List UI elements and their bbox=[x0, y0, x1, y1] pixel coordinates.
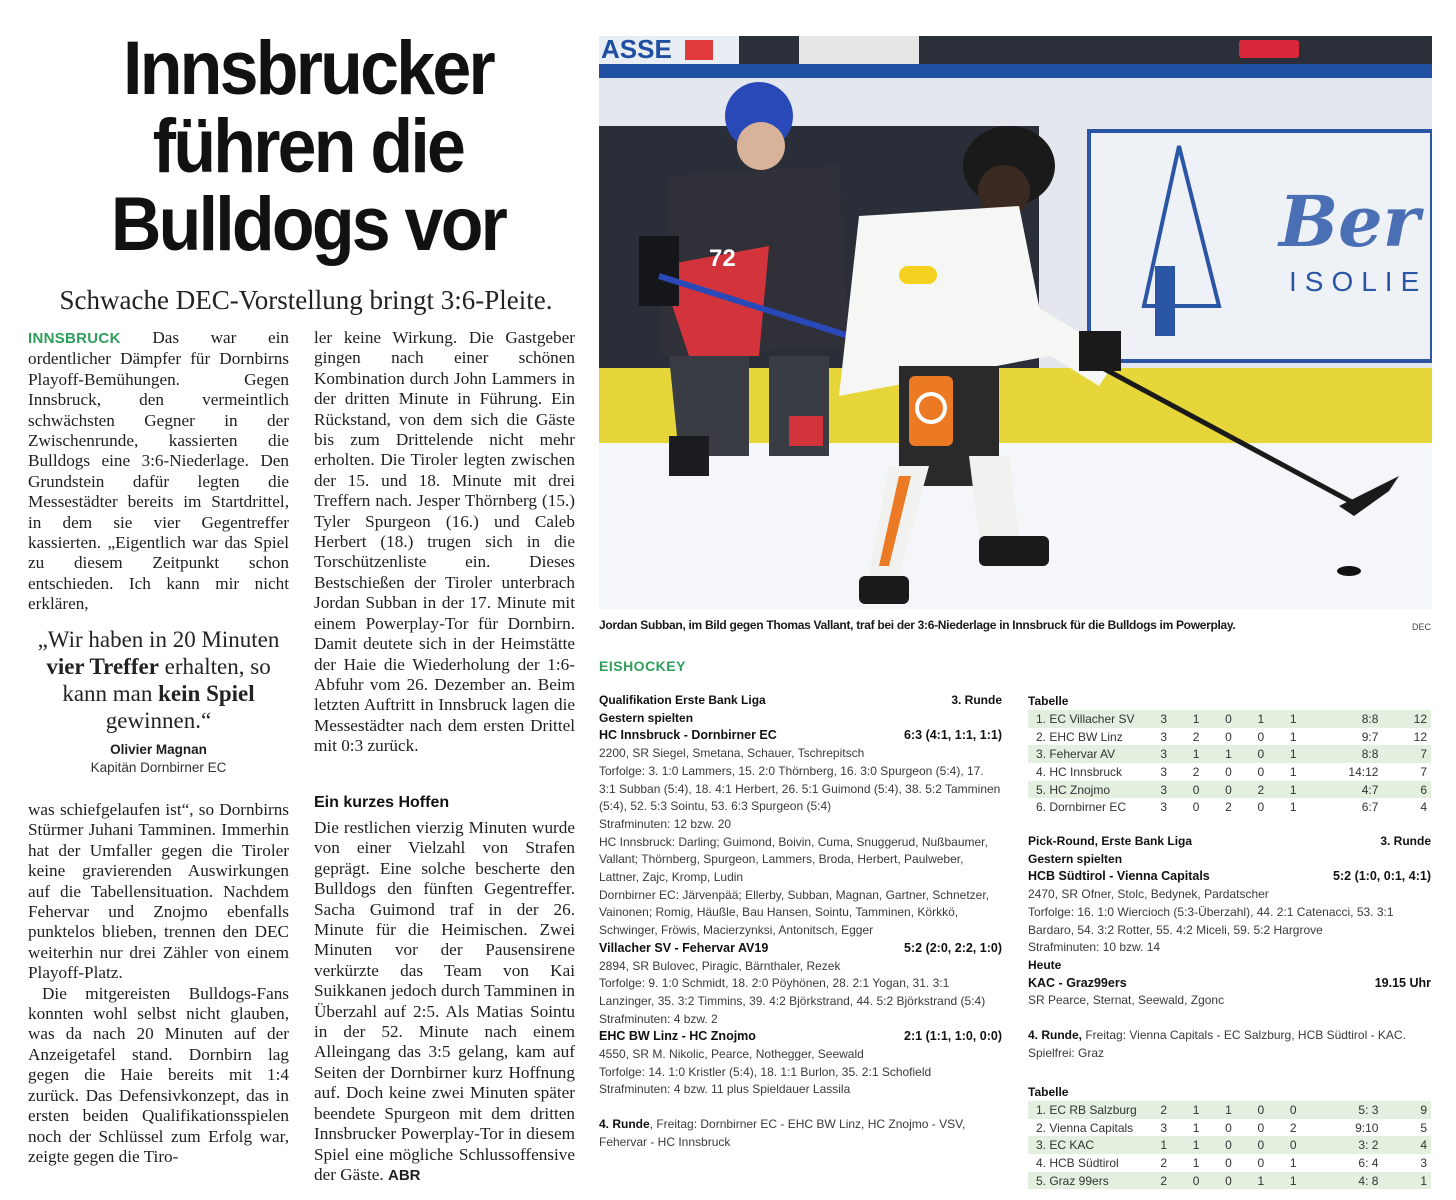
game-detail: Torfolge: 3. 1:0 Lammers, 15. 2:0 Thörnberg, 16. 3:0 Spurgeon (5:4), 17. 3:1 Subban (5:4), 18. 4:1 Herbert, 26. 5:1 Guimond (5:4), 38. 5:2 Tamminen (5:4), 52. 5:3 Sointu, 53. 6:3 Spurgeon (5:4) bbox=[599, 763, 1001, 814]
cell-pts: 5 bbox=[1420, 1120, 1427, 1135]
cell-gp: 3 bbox=[1160, 800, 1167, 815]
cell-w: 0 bbox=[1192, 800, 1200, 815]
league-header bbox=[599, 692, 1002, 710]
game-detail: Strafminuten: 4 bzw. 11 plus Spieldauer Lassila bbox=[599, 1082, 851, 1097]
cell-otl: 0 bbox=[1257, 729, 1265, 744]
game-time: 19.15 Uhr bbox=[1374, 975, 1431, 990]
game-teams: EHC BW Linz - HC Znojmo bbox=[599, 1029, 756, 1044]
headline-line: führen die bbox=[152, 104, 464, 189]
cell-goals: 3: 2 bbox=[1309, 1136, 1390, 1154]
jersey-number: 72 bbox=[709, 245, 736, 272]
game-detail: SR Pearce, Sternat, Seewald, Zgonc bbox=[1028, 993, 1225, 1008]
cell-otl: 1 bbox=[1245, 1172, 1277, 1190]
cell-otw: 0 bbox=[1212, 1136, 1244, 1154]
headline bbox=[50, 26, 565, 267]
cell-goals: 6:7 bbox=[1361, 800, 1379, 815]
article-column-1-bottom bbox=[28, 800, 289, 1167]
headline-line: Innsbrucker bbox=[123, 26, 493, 111]
qualification-standings bbox=[1028, 692, 1431, 816]
section-label: EISHOCKEY bbox=[599, 658, 686, 674]
article-column-2-bottom bbox=[314, 818, 575, 1186]
table-row bbox=[1028, 781, 1431, 799]
cell-goals: 4: 8 bbox=[1309, 1172, 1390, 1190]
game-detail: 2470, SR Ofner, Stolc, Bedynek, Pardatscher bbox=[1028, 887, 1269, 902]
cell-goals: 14:12 bbox=[1348, 764, 1379, 779]
cell-goals: 5: 3 bbox=[1309, 1101, 1390, 1119]
table-row bbox=[1028, 728, 1431, 746]
quote-text: erhalten, so kann man bbox=[62, 654, 271, 706]
game-score: 5:2 (1:0, 0:1, 4:1) bbox=[1333, 869, 1431, 884]
game-score: 5:2 (2:0, 2:2, 1:0) bbox=[904, 940, 1002, 955]
cell-team: 2. EHC BW Linz bbox=[1036, 729, 1123, 744]
game-result bbox=[599, 1028, 1002, 1099]
next-round-label: 4. Runde, bbox=[1028, 1028, 1083, 1043]
game-detail: Strafminuten: 10 bzw. 14 bbox=[1028, 940, 1161, 955]
cell-otw: 0 bbox=[1225, 729, 1232, 744]
cell-l: 1 bbox=[1277, 1172, 1309, 1190]
board-ad-subtext: ISOLIE bbox=[1289, 266, 1428, 297]
game-detail: Strafminuten: 4 bzw. 2 bbox=[599, 1011, 718, 1026]
cell-gp: 3 bbox=[1160, 1120, 1167, 1135]
game-result bbox=[599, 727, 1002, 939]
cell-team: 1. EC Villacher SV bbox=[1028, 710, 1147, 728]
cell-pts: 4 bbox=[1390, 1136, 1431, 1154]
game-score: 6:3 (4:1, 1:1, 1:1) bbox=[904, 728, 1002, 743]
round-label: 3. Runde bbox=[951, 693, 1002, 707]
cell-pts: 7 bbox=[1390, 745, 1431, 763]
table-row bbox=[1028, 1119, 1431, 1137]
cell-otl: 1 bbox=[1245, 710, 1277, 728]
cell-gp: 1 bbox=[1147, 1136, 1179, 1154]
next-round-label: 4. Runde bbox=[599, 1117, 650, 1132]
cell-team: 5. Graz 99ers bbox=[1028, 1172, 1147, 1190]
cell-team: 6. Dornbirner EC bbox=[1036, 800, 1127, 815]
body-paragraph: Die mitgereisten Bulldogs-Fans konnten wohl selbst nicht glauben, was da nach 20 Minuten auf der Anzeigetafel stand. Dornbirn lag gegen die Haie bereits mit 1:4 zurück. Das Defensivkonzept, das in ersten beiden Qualifikationsspielen noch der Schlüssel zum Erfolg war, zeigte gegen die Tiro- bbox=[28, 983, 289, 1166]
cell-team: 4. HC Innsbruck bbox=[1036, 764, 1123, 779]
next-round bbox=[1028, 1027, 1431, 1045]
game-detail: Strafminuten: 12 bzw. 20 bbox=[599, 816, 732, 831]
cell-goals: 8:8 bbox=[1309, 710, 1390, 728]
quote-text: „Wir haben in 20 Minuten bbox=[37, 627, 280, 652]
played-label: Gestern spielten bbox=[1028, 851, 1123, 866]
league-title: Pick-Round, Erste Bank Liga bbox=[1028, 834, 1193, 848]
league-title: Qualifikation Erste Bank Liga bbox=[599, 693, 766, 707]
cell-otw: 0 bbox=[1212, 1172, 1244, 1190]
table-row bbox=[1028, 710, 1431, 728]
next-round-text: Freitag: Vienna Capitals - EC Salzburg, HCB Südtirol - KAC. bbox=[1082, 1028, 1406, 1043]
cell-l: 1 bbox=[1277, 710, 1309, 728]
cell-gp: 2 bbox=[1160, 1155, 1167, 1170]
qualification-results bbox=[599, 692, 1002, 1152]
cell-otw: 0 bbox=[1225, 1120, 1232, 1135]
body-paragraph: Die restlichen vierzig Minuten wurde von einer Vielzahl von Strafen geprägt. Eine solche bescherte den Bulldogs den fünften Gegentreffer. Sacha Guimond traf in der 26. Minute für die Heimischen. Zwei Minuten vor der Pausensirene verkürzte das Team von Kai Suikkanen jedoch durch Tamminen in Überzahl auf 2:5. Als Matias Sointu in der 52. Minute nach einem Alleingang das 3:5 gelang, kam auf Seiten der Dornbirner kurz Hoffnung auf. Doch keine zwei Minuten später beendete Spurgeon mit dem dritten Innsbrucker Powerplay-Tor in diesem Spiel eine mögliche Schlussoffensive der Gäste. bbox=[314, 818, 576, 1184]
quote-text: gewinnen.“ bbox=[105, 708, 212, 733]
subheadline: Schwache DEC-Vorstellung bringt 3:6-Pleite. bbox=[59, 285, 553, 315]
game-result bbox=[599, 940, 1002, 1029]
pull-quote bbox=[28, 626, 289, 734]
cell-otw: 1 bbox=[1212, 745, 1244, 763]
table-row bbox=[1028, 798, 1431, 816]
cell-pts: 7 bbox=[1420, 764, 1427, 779]
game-detail: 4550, SR M. Nikolic, Pearce, Nothegger, Seewald bbox=[599, 1047, 864, 1062]
cell-gp: 3 bbox=[1160, 729, 1167, 744]
cell-l: 1 bbox=[1289, 1155, 1297, 1170]
hockey-photo bbox=[599, 36, 1432, 609]
cell-gp: 3 bbox=[1160, 764, 1167, 779]
today-label: Heute bbox=[1028, 957, 1062, 972]
cell-pts: 3 bbox=[1420, 1155, 1427, 1170]
cell-gp: 3 bbox=[1147, 745, 1179, 763]
cell-otw: 2 bbox=[1225, 800, 1232, 815]
cell-otl: 2 bbox=[1245, 781, 1277, 799]
quote-author: Olivier Magnan bbox=[110, 742, 207, 757]
cell-w: 1 bbox=[1180, 745, 1212, 763]
cell-gp: 2 bbox=[1147, 1172, 1179, 1190]
game-detail: Dornbirner EC: Järvenpää; Ellerby, Subban, Magnan, Gartner, Schnetzer, Vainonen; Romig, Häußle, Bau Hansen, Sointu, Tamminen, Körkkö, Schwinger, Fröwis, Macierzynksi, Antonitsch, Egger bbox=[599, 887, 989, 938]
cell-team: 3. EC KAC bbox=[1028, 1136, 1147, 1154]
cell-goals: 9:10 bbox=[1355, 1120, 1379, 1135]
cell-otw: 0 bbox=[1212, 781, 1244, 799]
quote-emphasis: vier Treffer bbox=[46, 654, 159, 679]
league-header bbox=[1028, 833, 1431, 851]
cell-pts: 12 bbox=[1390, 710, 1431, 728]
cell-w: 0 bbox=[1180, 1172, 1212, 1190]
game-teams: HCB Südtirol - Vienna Capitals bbox=[1028, 869, 1210, 884]
game-teams: HC Innsbruck - Dornbirner EC bbox=[599, 728, 777, 743]
cell-l: 2 bbox=[1289, 1120, 1297, 1135]
table-row bbox=[1028, 763, 1431, 781]
photo-caption: Jordan Subban, im Bild gegen Thomas Vallant, traf bei der 3:6-Niederlage in Innsbruck für die Bulldogs im Powerplay. bbox=[599, 618, 1236, 632]
cell-w: 0 bbox=[1180, 781, 1212, 799]
author-initials: ABR bbox=[387, 1166, 421, 1184]
body-text: Das war ein ordentlicher Dämpfer für Dornbirns Playoff-Bemühungen. Gegen Innsbruck, den vermeintlich schwächsten Gegner in der Zwischenrunde, kassierten die Bulldogs eine 3:6-Niederlage. Den Grundstein dafür legten die Messestädter bereits im Startdrittel, in dem sie vier Gegentreffer kassierten. „Eigentlich war das Spiel zu diesem Zeitpunkt schon entschieden. Ich kann mir nicht erklären, bbox=[28, 328, 290, 614]
quote-author-role: Kapitän Dornbirner EC bbox=[90, 760, 227, 775]
photo-credit: DEC bbox=[1412, 622, 1432, 632]
body-paragraph: ler keine Wirkung. Die Gastgeber gingen nach einer schönen Kombination durch John Lammers in der dritten Minute in Führung. Ein Rückstand, von dem sich die Gäste bis zum Drittelende nicht mehr erholten. Die Tiroler legten zwischen der 15. und 18. Minute mit drei Treffern nach. Jesper Thörnberg (15.) Tyler Spurgeon (16.) und Caleb Herbert (18.) trugen sich in die Torschützenliste ein. Dieses Bestschießen der Tiroler unterbrach Jordan Subban in der 17. Minute mit einem Powerplay-Tor für Dornbirn. Damit deutete sich in der Heimstätte der Haie die Wiederholung der 1:6-Abfuhr vom 26. Dezember an. Beim letzten Auftritt in Innsbruck lagen die Messestädter nach dem ersten Drittel mit 0:3 zurück. bbox=[314, 328, 575, 756]
cell-gp: 2 bbox=[1147, 1101, 1179, 1119]
cell-w: 1 bbox=[1192, 1120, 1200, 1135]
cell-w: 2 bbox=[1192, 764, 1200, 779]
table-row bbox=[1028, 1154, 1431, 1172]
game-detail: HC Innsbruck: Darling; Guimond, Boivin, Cuma, Snuggerud, Nußbaumer, Vallant; Thörnberg, Spurgeon, Lammers, Broda, Herbert, Paulweber, Lattner, Zajc, Kromp, Ludin bbox=[599, 834, 988, 885]
board-ad-text: Ber bbox=[1279, 180, 1420, 263]
round-label: 3. Runde bbox=[1380, 834, 1431, 848]
cell-otw: 0 bbox=[1212, 710, 1244, 728]
cell-pts: 4 bbox=[1420, 800, 1427, 815]
cell-team: 5. HC Znojmo bbox=[1028, 781, 1147, 799]
body-paragraph: was schiefgelaufen ist“, so Dornbirns Stürmer Juhani Tamminen. Immerhin hat der Umfaller gegen die Tiroler keine gravierenden Auswirkungen auf die Tabellensituation. Nachdem Fehervar und Znojmo ebenfalls punktelos blieben, trennen den DEC weiterhin nur drei Zähler von einem Playoff-Platz. bbox=[28, 800, 289, 983]
table-title: Tabelle bbox=[1028, 1085, 1069, 1099]
cell-w: 1 bbox=[1180, 710, 1212, 728]
played-label: Gestern spielten bbox=[599, 710, 694, 725]
game-detail: 2894, SR Bulovec, Piragic, Bärnthaler, Rezek bbox=[599, 958, 841, 973]
cell-otl: 0 bbox=[1257, 1155, 1265, 1170]
dateline: INNSBRUCK bbox=[28, 330, 121, 347]
cell-l: 0 bbox=[1277, 1136, 1309, 1154]
cell-team: 3. Fehervar AV bbox=[1028, 745, 1147, 763]
game-teams: Villacher SV - Fehervar AV19 bbox=[599, 940, 769, 955]
game-detail: Torfolge: 14. 1:0 Kristler (5:4), 18. 1:1 Burlon, 35. 2:1 Schofield bbox=[599, 1064, 932, 1079]
table-row bbox=[1028, 745, 1431, 763]
table-row bbox=[1028, 1136, 1431, 1154]
cell-l: 1 bbox=[1289, 800, 1297, 815]
table-title: Tabelle bbox=[1028, 694, 1069, 708]
next-round bbox=[599, 1116, 1002, 1151]
cell-l: 1 bbox=[1289, 729, 1297, 744]
cell-pts: 6 bbox=[1390, 781, 1431, 799]
quote-emphasis: kein Spiel bbox=[158, 681, 255, 706]
cell-w: 1 bbox=[1192, 1155, 1200, 1170]
pick-round-standings bbox=[1028, 1083, 1431, 1189]
cell-goals: 6: 4 bbox=[1358, 1155, 1379, 1170]
game-detail: Torfolge: 16. 1:0 Wiercioch (5:3-Überzahl), 44. 2:1 Catenacci, 53. 3:1 Bardaro, 54. 3:2 Rotter, 55. 4:2 Miceli, 59. 5:2 Hargrove bbox=[1028, 904, 1394, 937]
article-column-2-top bbox=[314, 328, 575, 757]
cell-goals: 4:7 bbox=[1309, 781, 1390, 799]
table-row bbox=[1028, 1101, 1431, 1119]
cell-gp: 3 bbox=[1147, 781, 1179, 799]
cell-otl: 0 bbox=[1245, 1101, 1277, 1119]
cell-otw: 0 bbox=[1225, 1155, 1232, 1170]
cell-l: 0 bbox=[1277, 1101, 1309, 1119]
cell-w: 1 bbox=[1180, 1136, 1212, 1154]
game-teams: KAC - Graz99ers bbox=[1028, 975, 1127, 990]
cell-pts: 1 bbox=[1390, 1172, 1431, 1190]
cell-team: 2. Vienna Capitals bbox=[1036, 1120, 1134, 1135]
cell-w: 2 bbox=[1192, 729, 1200, 744]
game-score: 2:1 (1:1, 1:0, 0:0) bbox=[904, 1029, 1002, 1044]
cell-l: 1 bbox=[1289, 764, 1297, 779]
cell-w: 1 bbox=[1180, 1101, 1212, 1119]
bye-team: Spielfrei: Graz bbox=[1028, 1045, 1105, 1060]
cell-otw: 0 bbox=[1225, 764, 1232, 779]
headline-line: Bulldogs vor bbox=[110, 182, 506, 267]
cell-goals: 9:7 bbox=[1361, 729, 1379, 744]
cell-otw: 1 bbox=[1212, 1101, 1244, 1119]
pick-round-results bbox=[1028, 833, 1431, 1062]
board-logo-text: ASSE bbox=[601, 36, 672, 64]
standings-table bbox=[1028, 1101, 1431, 1189]
article-column-1-top bbox=[28, 328, 289, 615]
cell-otl: 0 bbox=[1245, 745, 1277, 763]
table-row bbox=[1028, 1172, 1431, 1190]
photo-illustration bbox=[599, 36, 1432, 609]
cell-otl: 0 bbox=[1245, 1136, 1277, 1154]
cell-gp: 3 bbox=[1147, 710, 1179, 728]
next-round-text: , Freitag: Dornbirner EC - EHC BW Linz, HC Znojmo - VSV, Fehervar - HC Innsbruck bbox=[599, 1117, 966, 1149]
cell-otl: 0 bbox=[1257, 1120, 1265, 1135]
cell-pts: 9 bbox=[1390, 1101, 1431, 1119]
cell-l: 1 bbox=[1277, 745, 1309, 763]
cell-otl: 0 bbox=[1257, 800, 1265, 815]
game-detail: 2200, SR Siegel, Smetana, Schauer, Tschrepitsch bbox=[599, 746, 865, 761]
cell-pts: 12 bbox=[1413, 729, 1427, 744]
cell-otl: 0 bbox=[1257, 764, 1265, 779]
standings-table bbox=[1028, 710, 1431, 816]
subsection-heading: Ein kurzes Hoffen bbox=[314, 794, 450, 811]
cell-l: 1 bbox=[1277, 781, 1309, 799]
cell-goals: 8:8 bbox=[1309, 745, 1390, 763]
game-detail: Torfolge: 9. 1:0 Schmidt, 18. 2:0 Pöyhönen, 28. 2:1 Yogan, 31. 3:1 Lanzinger, 35. 3:2 Timmins, 39. 4:2 Björkstrand, 44. 5:2 Björkstrand (5:4) bbox=[599, 976, 986, 1008]
cell-team: 4. HCB Südtirol bbox=[1036, 1155, 1119, 1170]
cell-team: 1. EC RB Salzburg bbox=[1028, 1101, 1147, 1119]
